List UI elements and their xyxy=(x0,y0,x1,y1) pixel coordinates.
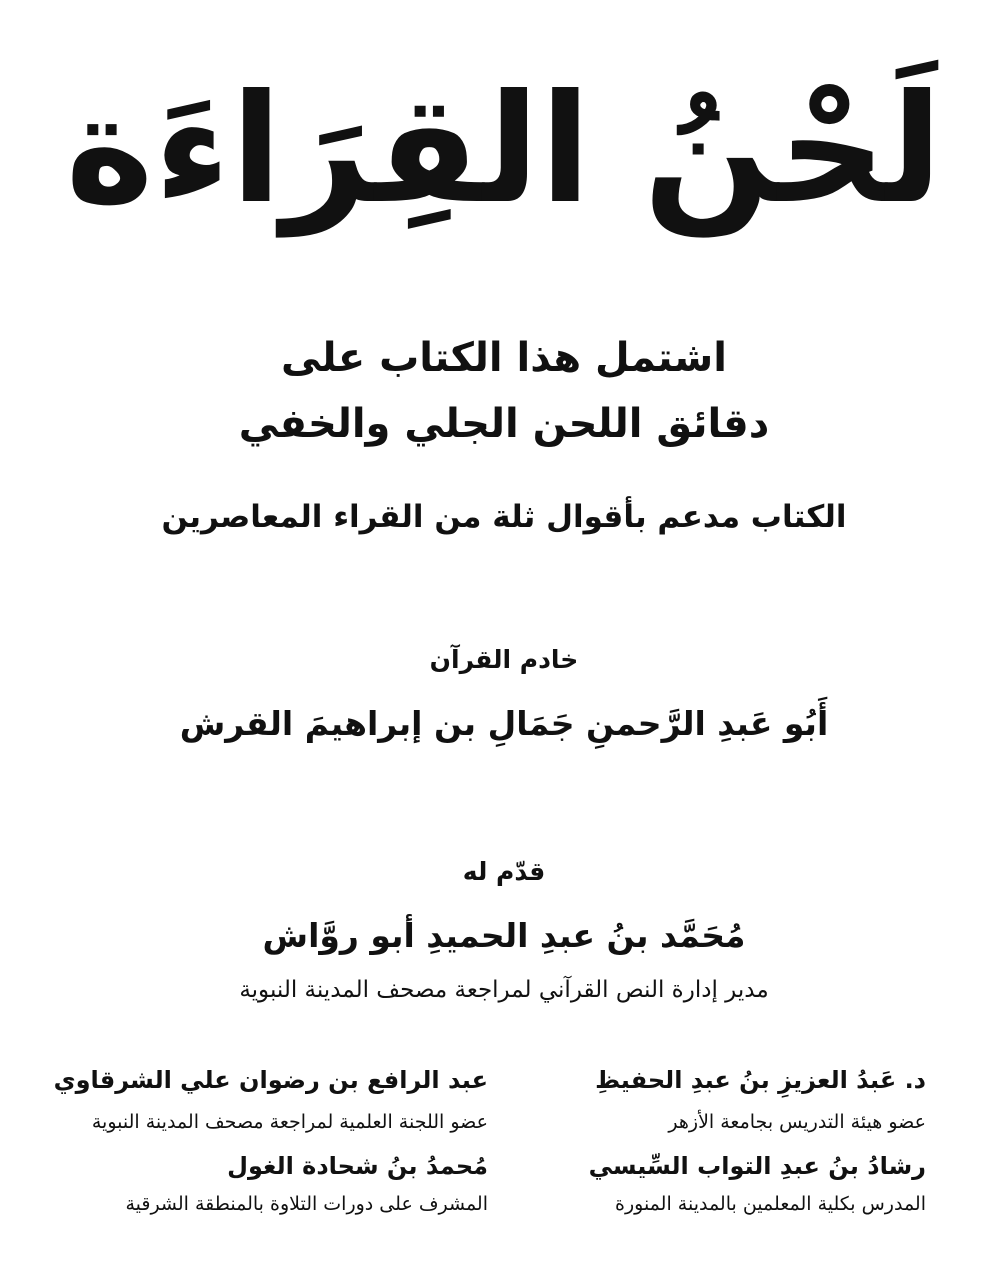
contributor-name: عبد الرافع بن رضوان علي الشرقاوي xyxy=(53,1066,488,1094)
introducer-role: مدير إدارة النص القرآني لمراجعة مصحف المدينة النبوية xyxy=(239,977,769,1003)
contributor-name: د. عَبدُ العزيزِ بنُ عبدِ الحفيظِ xyxy=(595,1066,926,1094)
contributor-role: المدرس بكلية المعلمين بالمدينة المنورة xyxy=(615,1193,926,1215)
book-title: لَحْنُ القِرَاءَة xyxy=(65,63,943,237)
author-name: أَبُو عَبدِ الرَّحمنِ جَمَالِ بن إبراهيمَ القرش xyxy=(179,704,829,743)
subtitle-line-3: الكتاب مدعم بأقوال ثلة من القراء المعاصرين xyxy=(161,499,847,535)
contributor-role: المشرف على دورات التلاوة بالمنطقة الشرقية xyxy=(125,1193,488,1215)
contributor-name: مُحمدُ بنُ شحادة الغول xyxy=(227,1152,488,1180)
subtitle-line-1: اشتمل هذا الكتاب على xyxy=(281,335,727,381)
subtitle-line-2: دقائق اللحن الجلي والخفي xyxy=(238,401,770,447)
introducer-name: مُحَمَّد بنُ عبدِ الحميدِ أبو روَّاش xyxy=(262,916,746,955)
author-epithet: خادم القرآن xyxy=(429,645,579,674)
contributor-role: عضو اللجنة العلمية لمراجعة مصحف المدينة النبوية xyxy=(91,1111,488,1133)
introduction-heading: قدّم له xyxy=(462,857,546,886)
contributor-name: رشادُ بنُ عبدِ التواب السِّيسي xyxy=(588,1152,926,1180)
contributor-role: عضو هيئة التدريس بجامعة الأزهر xyxy=(668,1111,926,1133)
